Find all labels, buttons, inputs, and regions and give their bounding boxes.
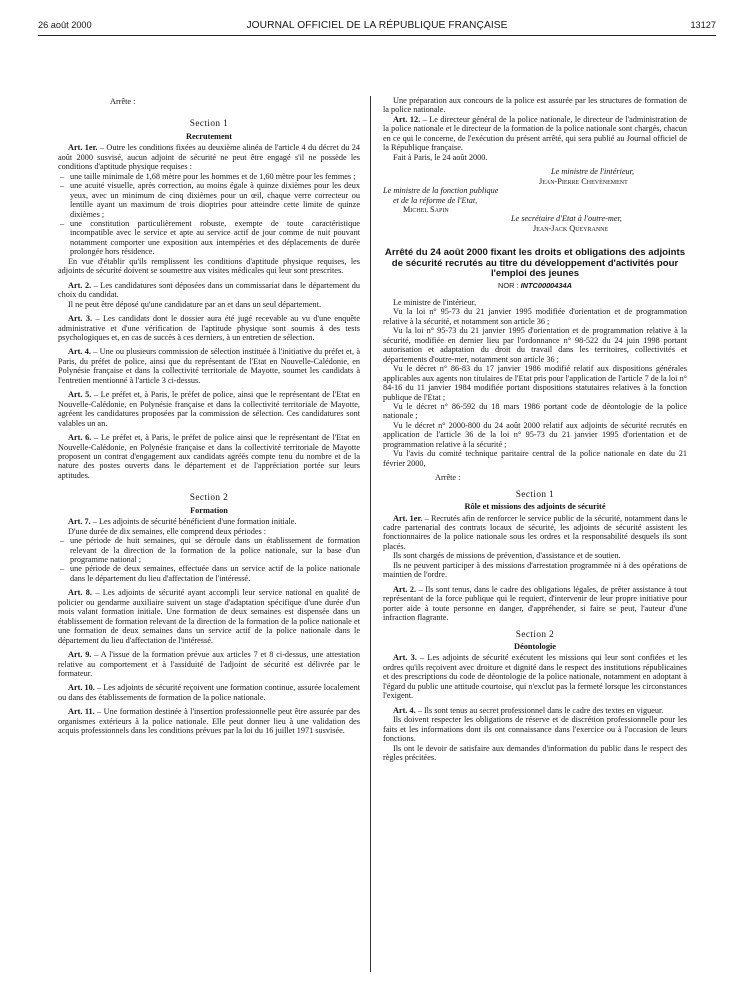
article-1: Art. 1er. – Recrutés afin de renforcer le service public de la sécurité, notamment dans le cadre partenarial des contrats locaux de sécurité, les adjoints de sécurité assistent les fonctionnaires de la police nationale sous les ordres et la responsabilité desquels ils sont placés. — [383, 513, 687, 551]
column-divider — [370, 96, 371, 972]
section-1-title: Section 1 — [515, 489, 555, 500]
article-12: Art. 12. – Le directeur général de la police nationale, le directeur de l'administration de la police nationale et le directeur de la formation de la police nationale sont chargés, chacun en ce qui le concerne, de l'exécution du présent arrêté, qui sera publié au Journal officiel de la République française. — [383, 114, 687, 153]
visa-line: Vu le décret n° 2000-800 du 24 août 2000 relatif aux adjoints de sécurité recrutés en application de l'article 36 de la loi n° 95-73 du 21 janvier 1995 d'orientation et de programmation relative à la sécurité ; — [383, 420, 687, 449]
article-1-list — [58, 172, 360, 257]
signature-role-interieur: Le ministre de l'intérieur, — [551, 167, 635, 177]
arrete-line: Arrête : — [435, 473, 461, 483]
section-2-subtitle: Formation — [190, 505, 228, 515]
article-4: Art. 4. – Ils sont tenus au secret professionnel dans le cadre des textes en vigueur. — [393, 705, 664, 715]
header-rule — [38, 35, 716, 36]
article-4-paragraph-2: Ils doivent respecter les obligations de réserve et de discrétion professionnelle pour les faits et les informations dont ils ont connaissance dans l'exercice ou à l'occasion de leurs fonctions. — [383, 715, 687, 744]
signature-role-fonction-publique: Le ministre de la fonction publique — [383, 186, 499, 196]
article-4-paragraph-3: Ils ont le devoir de satisfaire aux demandes d'information du public dans le respect des règles précitées. — [383, 743, 687, 762]
article-2-followup: Il ne peut être déposé qu'une candidature par an et dans un seul département. — [68, 299, 322, 309]
visa-line: Le ministre de l'intérieur, — [393, 298, 477, 308]
right-column — [383, 96, 687, 762]
decree-title: Arrêté du 24 août 2000 fixant les droits et obligations des adjoints de sécurité recrutés au titre du développement d'activités pour l'emploi des jeunes — [384, 247, 686, 280]
article-11: Art. 11. – Une formation destinée à l'insertion professionnelle peut être assurée par des organismes extérieurs à la police nationale. Elle peut donner lieu à une validation des acquis professionnels dans les conditions prévues par la loi du 16 juillet 1971 susvisée. — [58, 707, 360, 736]
article-1-followup: En vue d'établir qu'ils remplissent les conditions d'aptitude physique requises, les adjoints de sécurité doivent se soumettre aux visites médicales qui leur sont prescrites. — [58, 256, 360, 276]
article-3: Art. 3. – Les candidats dont le dossier aura été jugé recevable au vu d'une enquête administrative et d'une vérification de l'aptitude physique sont soumis à des tests psychologiques et, en cas de succès à ces derniers, à un entretien de sélection. — [58, 314, 360, 342]
visa-line: Vu le décret n° 86-592 du 18 mars 1986 portant code de déontologie de la police nationale ; — [383, 402, 687, 421]
section-2-title: Section 2 — [189, 493, 229, 504]
left-column — [58, 97, 360, 736]
article-2: Art. 2. – Les candidatures sont déposées dans un commissariat dans le département du choix du candidat. — [58, 280, 361, 300]
signature-role-reforme: et de la réforme de l'Etat, — [393, 195, 478, 205]
article-7-list — [58, 536, 360, 583]
header-page-number: 13127 — [690, 20, 716, 30]
section-1-title: Section 1 — [189, 119, 229, 130]
page-header — [38, 20, 716, 34]
fait-line: Fait à Paris, le 24 août 2000. — [393, 152, 488, 162]
article-9: Art. 9. – A l'issue de la formation prévue aux articles 7 et 8 ci-dessus, une attestation relative au comportement et à l'assiduité de l'adjoint de sécurité est délivrée par le formateur. — [58, 650, 361, 679]
signature-name-sapin: Michel Sapin — [403, 204, 449, 214]
article-7: Art. 7. – Les adjoints de sécurité bénéficient d'une formation initiale. — [68, 517, 297, 527]
signature-name-chevenement: Jean-Pierre Chevènement — [539, 176, 628, 186]
article-7-followup: D'une durée de dix semaines, elle comprend deux périodes : — [68, 526, 267, 536]
article-1-paragraph-3: Ils ne peuvent participer à des missions d'arrestation programmée ni à des opérations de maintien de l'ordre. — [383, 560, 687, 580]
list-item: – une acuité visuelle, après correction, au moins égale à quinze dixièmes pour les deux yeux, avec un minimum de cinq dixièmes pour un œil, chaque verre correcteur ou lentille ayant un maximum de trois dioptries pour atteindre cette limite de quinze dixièmes ; — [70, 181, 360, 219]
signature-role-outre-mer: Le secrétaire d'Etat à l'outre-mer, — [511, 214, 622, 224]
arrete-line: Arrête : — [110, 97, 136, 106]
section-2-subtitle: Déontologie — [514, 641, 556, 651]
section-1-subtitle: Rôle et missions des adjoints de sécurité — [464, 502, 606, 512]
article-1-paragraph-2: Ils sont chargés de missions de prévention, d'assistance et de soutien. — [393, 551, 621, 561]
article-6: Art. 6. – Le préfet et, à Paris, le préfet de police ainsi que le représentant de l'Etat en Nouvelle-Calédonie, en Polynésie française et dans la collectivité territoriale de Mayotte proposent un contrat d'engagement aux candidats agréés compte tenu du nombre et de la nature des postes ouverts dans le département et de l'appréciation portée sur leurs aptitudes. — [58, 433, 360, 480]
article-3: Art. 3. – Les adjoints de sécurité exécutent les missions qui leur sont confiées et les ordres qu'ils reçoivent avec droiture et dignité dans le respect des institutions républicaines et des prescriptions du code de déontologie de la police nationale, notamment en adoptant à l'égard du public une attitude courtoise, qui n'exclut pas la fermeté lorsque les circonstances l'exigent. — [383, 653, 687, 701]
article-2: Art. 2. – Ils sont tenus, dans le cadre des obligations légales, de prêter assistance à tout représentant de la force publique qui le requiert, d'intervenir de leur propre initiative pour porter aide à toute personne en danger, d'appréhender, si faire se peut, l'auteur d'une infraction flagrante. — [383, 584, 687, 623]
header-date: 26 août 2000 — [38, 20, 92, 30]
list-item: – une période de deux semaines, effectuée dans un service actif de la police nationale dans le département du lieu d'affectation de l'intéressé. — [70, 564, 360, 583]
visa-line: Vu l'avis du comité technique paritaire central de la police nationale en date du 21 février 2000, — [383, 449, 687, 468]
article-4: Art. 4. – Une ou plusieurs commission de sélection instituée à l'initiative du préfet et, à Paris, du préfet de police, ainsi que du représentant de l'Etat en Nouvelle-Calédonie, en Polynésie française et dans la collectivité territoriale de Mayotte, soumet les candidats à l'entretien mentionné à l'article 3 ci-dessus. — [58, 347, 361, 385]
article-5: Art. 5. – Le préfet et, à Paris, le préfet de police, ainsi que le représentant de l'Etat en Nouvelle-Calédonie, en Polynésie française et dans la collectivité territoriale de Mayotte, agréent les candidatures proposées par la commission de sélection. Ces candidatures sont valables un an. — [58, 390, 360, 428]
visa-line: Vu la loi n° 95-73 du 21 janvier 1995 d'orientation et de programmation relative à la sécurité, modifiée en dernier lieu par l'ordonnance n° 98-522 du 24 juin 1998 portant autorisation et adaptation du droit du travail dans les territoires, collectivités et départements d'outre-mer, notamment son article 36 ; — [383, 326, 687, 364]
header-journal-title: JOURNAL OFFICIEL DE LA RÉPUBLIQUE FRANÇAISE — [246, 20, 508, 31]
article-8: Art. 8. – Les adjoints de sécurité ayant accompli leur service national en qualité de policier ou gendarme auxiliaire suivent un stage d'adaptation spécifique d'une durée d'un mois valant formation initiale. Une formation de deux semaines est dispensée dans un établissement de formation relevant de la direction de la formation de la police nationale et une formation de deux semaines dans un service actif de la police nationale dans le département du lieu d'affectation de l'intéressé. — [58, 588, 360, 645]
nor-reference: NOR : INTC0000434A — [498, 280, 572, 290]
visa-line: Vu le décret n° 86-83 du 17 janvier 1986 modifié relatif aux dispositions générales applicables aux agents non titulaires de l'Etat pris pour l'application de l'article 7 de la loi n° 84-16 du 11 janvier 1984 modifiée portant dispositions statutaires relatives à la fonction publique de l'Etat ; — [383, 364, 687, 402]
list-item: – une constitution particulièrement robuste, exempte de toute caractéristique incompatible avec le service et apte au service actif de jour comme de nuit pouvant notamment comporter une exposition aux intempéries et des déplacements de durée prolongée hors résidence. — [70, 219, 360, 257]
list-item: – une période de huit semaines, qui se déroule dans un établissement de formation relevant de la direction de la formation de la police nationale, sur la base d'un programme national ; — [70, 536, 360, 564]
section-1-subtitle: Recrutement — [185, 131, 233, 141]
visa-line: Vu la loi n° 95-73 du 21 janvier 1995 modifiée d'orientation et de programmation relative à la sécurité, et notamment son article 36 ; — [383, 307, 687, 326]
article-10: Art. 10. – Les adjoints de sécurité reçoivent une formation continue, assurée localement ou dans des établissements de formation de la police nationale. — [58, 683, 360, 702]
list-item: – une taille minimale de 1,68 mètre pour les hommes et de 1,60 mètre pour les femmes ; — [70, 172, 360, 181]
article-1: Art. 1er. – Outre les conditions fixées au deuxième alinéa de l'article 4 du décret du 24 août 2000 susvisé, aucun adjoint de sécurité ne peut être engagé s'il ne possède les conditions d'aptitude physique requises : — [58, 143, 360, 172]
signature-name-queyranne: Jean-Jack Queyranne — [533, 223, 609, 233]
section-2-title: Section 2 — [515, 629, 555, 640]
preparation-paragraph: Une préparation aux concours de la police est assurée par les structures de formation de la police nationale. — [383, 96, 687, 115]
